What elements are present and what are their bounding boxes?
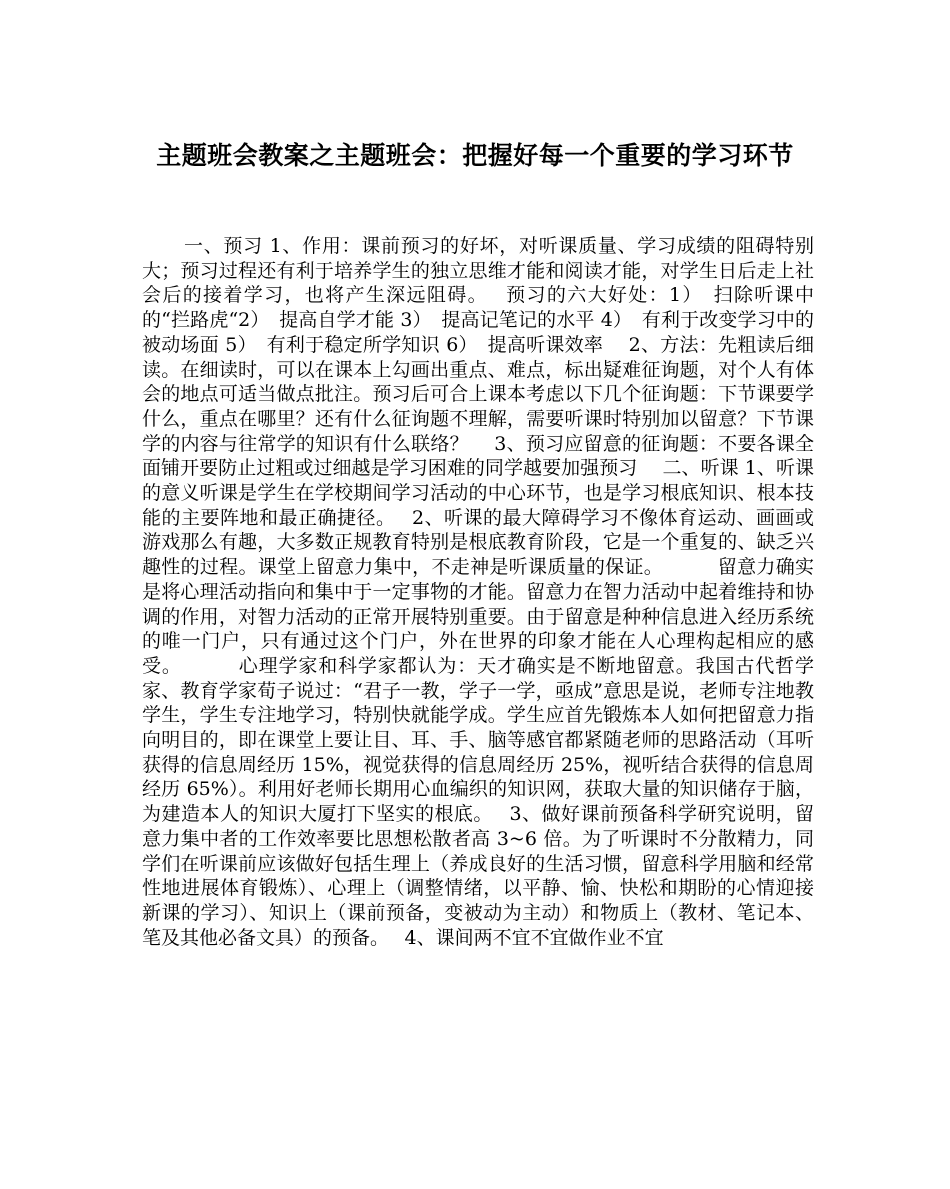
- document-title: 主题班会教案之主题班会：把握好每一个重要的学习环节: [156, 141, 794, 170]
- document-body-paragraph: 一、预习 1、作用：课前预习的好坏，对听课质量、学习成绩的阻碍特别大；预习过程还有利于培养学生的独立思维才能和阅读才能，对学生日后走上社会后的接着学习，也将产生深远阻碍。 预习的六大好处：1） 扫除听课中的“拦路虎“2） 提高自学才能 3） 提高记笔记的水平 4） 有利于改变学习中的被动场面 5） 有利于稳定所学知识 6） 提高听课效率 2、方法：先粗读后细读。在细读时，可以在课本上勾画出重点、难点，标出疑难征询题，对个人有体会的地点可适当做点批注。预习后可合上课本考虑以下几个征询题：下节课要学什么，重点在哪里？还有什么征询题不理解，需要听课时特别加以留意？下节课学的内容与往常学的知识有什么联络？ 3、预习应留意的征询题：不要各课全面铺开要防止过粗或过细越是学习困难的同学越要加强预习 二、听课 1、听课的意义听课是学生在学校期间学习活动的中心环节，也是学习根底知识、根本技能的主要阵地和最正确捷径。 2、听课的最大障碍学习不像体育运动、画画或游戏那么有趣，大多数正规教育特别是根底教育阶段，它是一个重复的、缺乏兴趣性的过程。课堂上留意力集中，不走神是听课质量的保证。 留意力确实是将心理活动指向和集中于一定事物的才能。留意力在智力活动中起着维持和协调的作用，对智力活动的正常开展特别重要。由于留意是种种信息进入经历系统的唯一门户，只有通过这个门户，外在世界的印象才能在人心理构起相应的感受。 心理学家和科学家都认为：天才确实是不断地留意。我国古代哲学家、教育学家荀子说过：“君子一教，学子一学，亟成”意思是说，老师专注地教学生，学生专注地学习，特别快就能学成。学生应首先锻炼本人如何把留意力指向明目的，即在课堂上要让目、耳、手、脑等感官都紧随老师的思路活动（耳听获得的信息周经历 15%，视觉获得的信息周经历 25%，视听结合获得的信息周经历 65%）。利用好老师长期用心血编织的知识网，获取大量的知识储存于脑，为建造本人的知识大厦打下坚实的根底。 3、做好课前预备科学研究说明，留意力集中者的工作效率要比思想松散者高 3~6 倍。为了听课时不分散精力，同学们在听课前应该做好包括生理上（养成良好的生活习惯，留意科学用脑和经常性地进展体育锻炼）、心理上（调整情绪，以平静、愉、快松和期盼的心情迎接新课的学习）、知识上（课前预备，变被动为主动）和物质上（教材、笔记本、笔及其他必备文具）的预备。 4、课间两不宜不宜做作业不宜: [142, 235, 814, 949]
